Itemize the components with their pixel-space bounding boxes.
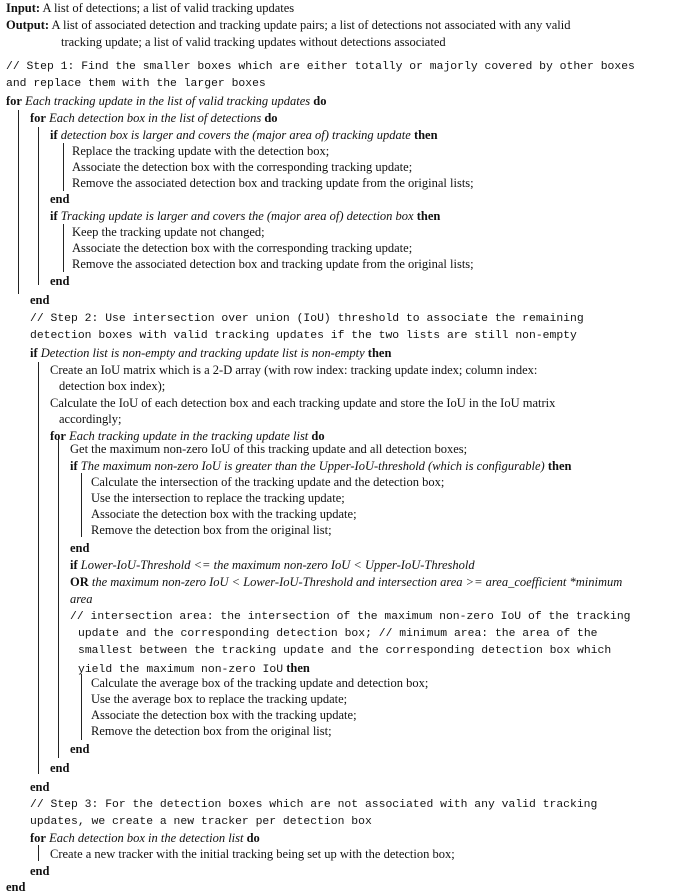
step2-if-main: if Detection list is non-empty and tracking update list is non-empty then xyxy=(30,346,392,360)
step1-b-2: Associate the detection box with the corresponding tracking update; xyxy=(72,241,413,255)
step2-l-3: Associate the detection box with the tracking update; xyxy=(91,708,357,722)
block-bar-if-upper xyxy=(81,473,82,537)
step1-end-a: end xyxy=(50,192,70,206)
step2-l-2: Use the average box to replace the tracking update; xyxy=(91,692,348,706)
step2-area-comment-3: smallest between the tracking update and the corresponding detection box which xyxy=(78,645,612,657)
step2-l-1: Calculate the average box of the tracking update and detection box; xyxy=(91,676,429,690)
step1-a-2: Associate the detection box with the corresponding tracking update; xyxy=(72,160,413,174)
step2-area-comment: // intersection area: the intersection of the maximum non-zero IoU of the tracking xyxy=(70,611,631,623)
step2-area-comment-2: update and the corresponding detection box; // minimum area: the area of the xyxy=(78,628,598,640)
step2-end-if: end xyxy=(30,780,50,794)
block-bar-if-a xyxy=(63,143,64,191)
step1-a-1: Replace the tracking update with the detection box; xyxy=(72,144,330,158)
step2-if-upper: if The maximum non-zero IoU is greater than the Upper-IoU-threshold (which is configurable) then xyxy=(70,459,572,473)
step1-if-a: if detection box is larger and covers the (major area of) tracking update then xyxy=(50,128,438,142)
step2-or-cond: OR the maximum non-zero IoU < Lower-IoU-Threshold and intersection area >= area_coefficient *minimum xyxy=(70,575,623,589)
step2-u-2: Use the intersection to replace the tracking update; xyxy=(91,491,345,505)
block-bar-if-main xyxy=(38,362,39,774)
step1-comment-cont: and replace them with the larger boxes xyxy=(6,78,266,90)
step2-or-cond-cont: area xyxy=(70,592,93,606)
step1-b-3: Remove the associated detection box and tracking update from the original lists; xyxy=(72,257,474,271)
step3-create: Create a new tracker with the initial tracking being set up with the detection box; xyxy=(50,847,455,861)
input-line xyxy=(6,0,294,16)
block-bar-for-step3 xyxy=(38,845,39,861)
step2-u-1: Calculate the intersection of the tracking update and the detection box; xyxy=(91,475,445,489)
step2-if-lower: if Lower-IoU-Threshold <= the maximum non-zero IoU < Upper-IoU-Threshold xyxy=(70,558,475,572)
step2-comment-cont: detection boxes with valid tracking updates if the two lists are still non-empty xyxy=(30,330,577,342)
step2-u-3: Associate the detection box with the tracking update; xyxy=(91,507,357,521)
block-bar-for-each xyxy=(58,438,59,758)
step1-end-inner: end xyxy=(30,293,50,307)
step2-end-for: end xyxy=(50,761,70,775)
step3-end-for: end xyxy=(30,864,50,878)
block-bar-for-inner xyxy=(38,127,39,285)
step2-calc: Calculate the IoU of each detection box and each tracking update and store the IoU in the IoU matrix xyxy=(50,396,556,410)
step2-u-4: Remove the detection box from the original list; xyxy=(91,523,332,537)
step2-calc-cont: accordingly; xyxy=(59,412,122,426)
step2-comment: // Step 2: Use intersection over union (IoU) threshold to associate the remaining xyxy=(30,313,584,325)
step2-iou-matrix-cont: detection box index); xyxy=(59,379,166,393)
input-text: A list of detections; a list of valid tracking updates xyxy=(42,1,295,15)
step2-end-lower: end xyxy=(70,742,90,756)
step2-iou-matrix: Create an IoU matrix which is a 2-D array (with row index: tracking update index; column index: xyxy=(50,363,538,377)
step1-end-b: end xyxy=(50,274,70,288)
block-bar-if-lower xyxy=(81,674,82,740)
step2-end-upper: end xyxy=(70,541,90,555)
step1-comment: // Step 1: Find the smaller boxes which are either totally or majorly covered by other boxes xyxy=(6,61,635,73)
step3-for-each: for Each detection box in the detection list do xyxy=(30,831,260,845)
step1-for-inner: for Each detection box in the list of detections do xyxy=(30,111,278,125)
step1-b-1: Keep the tracking update not changed; xyxy=(72,225,265,239)
step2-for-each: for Each tracking update in the tracking update list do xyxy=(50,429,325,443)
final-end: end xyxy=(6,880,26,894)
output-label: Output: xyxy=(6,18,50,32)
output-text: A list of associated detection and tracking update pairs; a list of detections not associated with any valid xyxy=(51,18,571,32)
step2-get-max: Get the maximum non-zero IoU of this tracking update and all detection boxes; xyxy=(70,442,468,456)
step3-comment: // Step 3: For the detection boxes which are not associated with any valid tracking xyxy=(30,799,598,811)
input-label: Input: xyxy=(6,1,41,15)
step1-if-b: if Tracking update is larger and covers the (major area of) detection box then xyxy=(50,209,441,223)
output-line-cont: tracking update; a list of valid tracking updates without detections associated xyxy=(61,35,446,49)
output-line xyxy=(6,17,570,33)
step2-l-4: Remove the detection box from the original list; xyxy=(91,724,332,738)
block-bar-for-outer xyxy=(18,110,19,294)
block-bar-if-b xyxy=(63,224,64,272)
step1-a-3: Remove the associated detection box and tracking update from the original lists; xyxy=(72,176,474,190)
step1-for-outer: for Each tracking update in the list of valid tracking updates do xyxy=(6,94,327,108)
step2-area-comment-4: yield the maximum non-zero IoU then xyxy=(78,661,310,676)
step3-comment-cont: updates, we create a new tracker per detection box xyxy=(30,816,372,828)
